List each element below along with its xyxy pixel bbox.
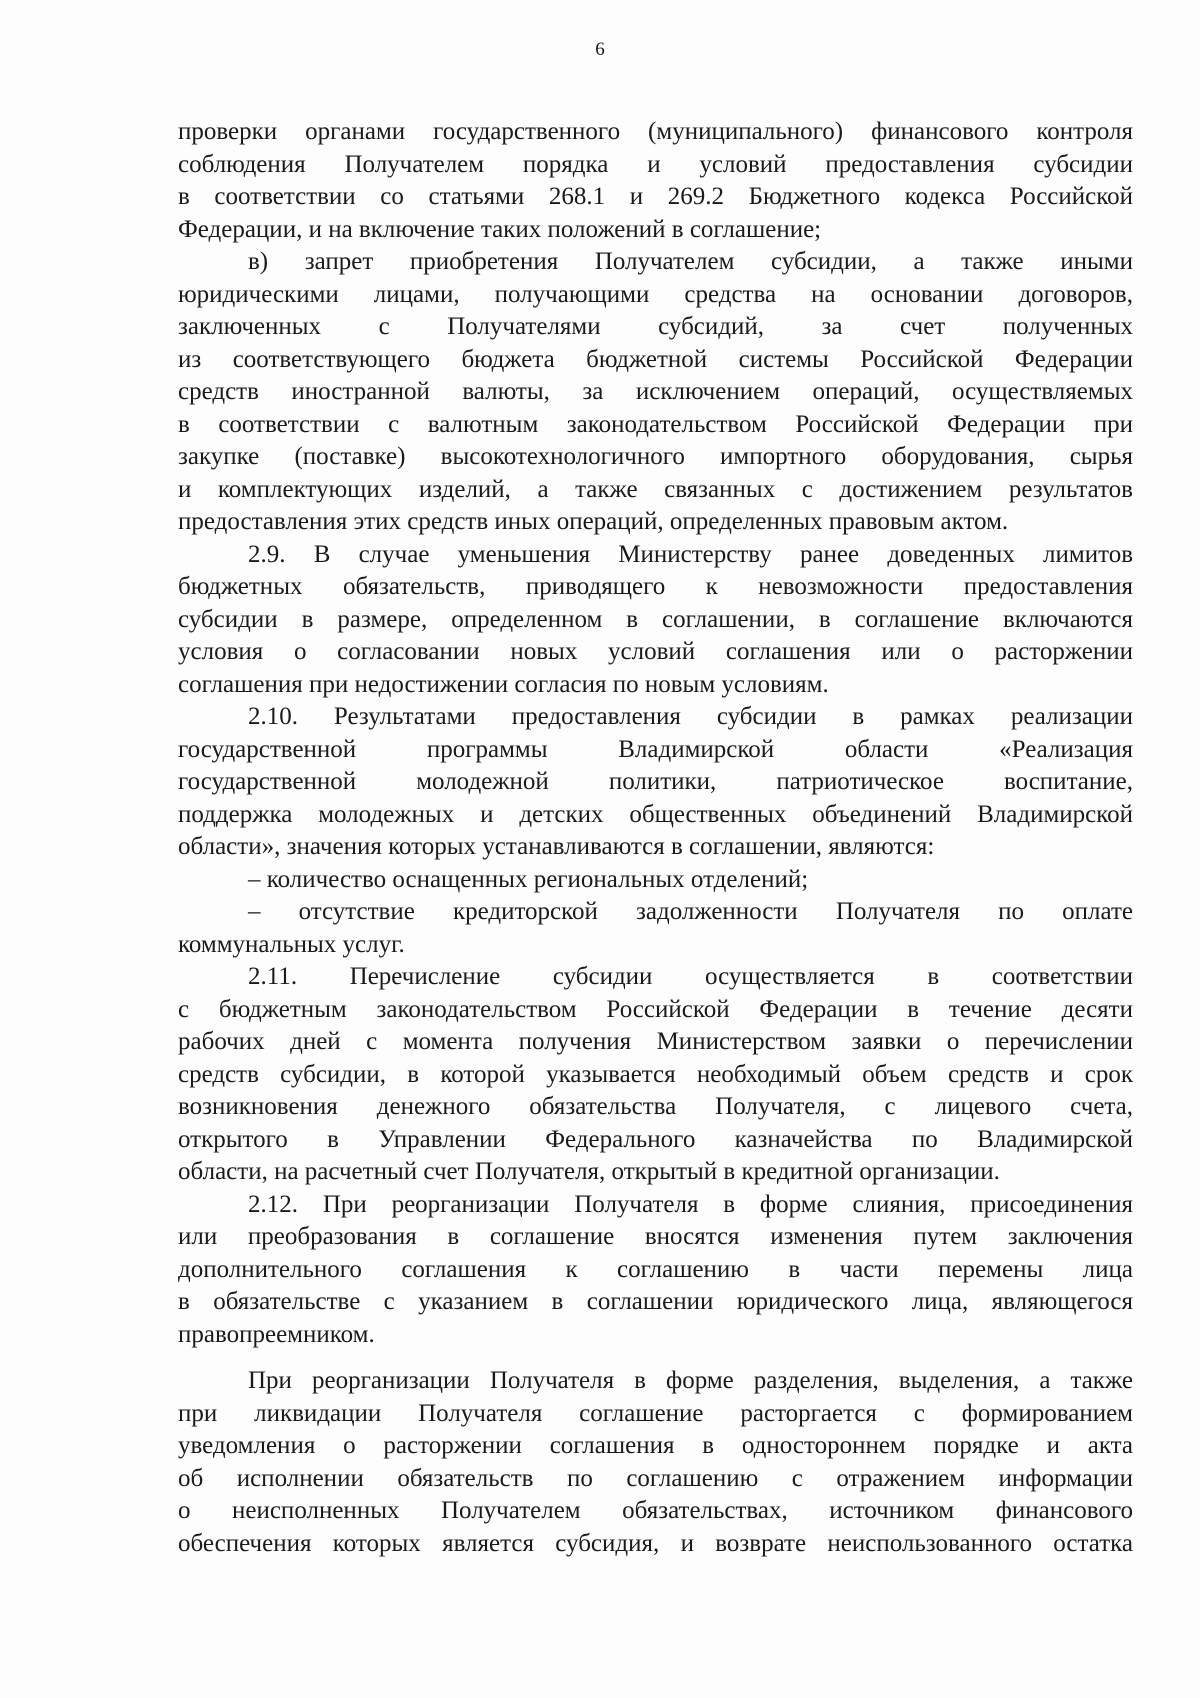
text-line: государственной программы Владимирской области «Реализация: [178, 735, 1133, 763]
page-number: 6: [595, 39, 605, 60]
text-line: возникновения денежного обязательства Получателя, с лицевого счета,: [178, 1093, 1133, 1120]
text-line: правопреемником.: [178, 1320, 375, 1348]
text-line: Федерации, и на включение таких положений в соглашение;: [178, 215, 822, 243]
text-line: рабочих дней с момента получения Министерством заявки о перечислении: [178, 1028, 1133, 1055]
text-line: предоставления этих средств иных операций, определенных правовым актом.: [178, 508, 1009, 535]
text-line: закупке (поставке) высокотехнологичного импортного оборудования, сырья: [178, 443, 1133, 470]
text-line: 2.9. В случае уменьшения Министерству ранее доведенных лимитов: [248, 540, 1133, 568]
text-line: дополнительного соглашения к соглашению в части перемены лица: [178, 1255, 1133, 1283]
text-line: открытого в Управлении Федерального казначейства по Владимирской: [178, 1125, 1133, 1153]
text-line: области, на расчетный счет Получателя, открытый в кредитной организации.: [178, 1158, 1000, 1185]
text-line: в) запрет приобретения Получателем субсидии, а также иными: [248, 248, 1133, 275]
text-line: – количество оснащенных региональных отделений;: [248, 865, 809, 893]
text-line: 2.10. Результатами предоставления субсидии в рамках реализации: [248, 703, 1133, 730]
text-line: бюджетных обязательств, приводящего к невозможности предоставления: [178, 573, 1133, 600]
text-line: и комплектующих изделий, а также связанных с достижением результатов: [178, 475, 1133, 503]
text-line: средств субсидии, в которой указывается необходимый объем средств и срок: [178, 1060, 1133, 1088]
text-line: о неисполненных Получателем обязательствах, источником финансового: [178, 1497, 1133, 1524]
document-body: [178, 116, 1133, 1560]
text-line: – отсутствие кредиторской задолженности Получателя по оплате: [248, 898, 1133, 925]
text-line: области», значения которых устанавливаются в соглашении, являются:: [178, 833, 935, 860]
text-line: условия о согласовании новых условий соглашения или о расторжении: [178, 638, 1133, 665]
text-line: при ликвидации Получателя соглашение расторгается с формированием: [178, 1399, 1133, 1427]
text-line: юридическими лицами, получающими средства на основании договоров,: [178, 280, 1133, 308]
text-line: проверки органами государственного (муниципального) финансового контроля: [178, 118, 1133, 145]
text-line: в обязательстве с указанием в соглашении юридического лица, являющегося: [178, 1288, 1133, 1315]
text-line: поддержка молодежных и детских общественных объединений Владимирской: [178, 800, 1133, 828]
text-line: об исполнении обязательств по соглашению с отражением информации: [178, 1464, 1133, 1492]
text-line: соблюдения Получателем порядка и условий предоставления субсидии: [178, 150, 1133, 178]
text-line: в соответствии со статьями 268.1 и 269.2 Бюджетного кодекса Российской: [178, 183, 1133, 210]
text-line: из соответствующего бюджета бюджетной системы Российской Федерации: [178, 345, 1133, 373]
text-line: 2.12. При реорганизации Получателя в форме слияния, присоединения: [248, 1190, 1133, 1218]
text-line: соглашения при недостижении согласия по новым условиям.: [178, 670, 829, 698]
text-line: заключенных с Получателями субсидий, за счет полученных: [178, 313, 1133, 340]
text-line: или преобразования в соглашение вносятся изменения путем заключения: [178, 1223, 1133, 1250]
text-line: средств иностранной валюты, за исключением операций, осуществляемых: [178, 378, 1133, 405]
text-line: в соответствии с валютным законодательством Российской Федерации при: [178, 410, 1133, 438]
text-line: субсидии в размере, определенном в соглашении, в соглашение включаются: [178, 605, 1133, 633]
text-line: уведомления о расторжении соглашения в одностороннем порядке и акта: [178, 1432, 1133, 1459]
text-line: При реорганизации Получателя в форме разделения, выделения, а также: [248, 1367, 1133, 1394]
text-line: с бюджетным законодательством Российской Федерации в течение десяти: [178, 995, 1133, 1023]
text-line: государственной молодежной политики, патриотическое воспитание,: [178, 768, 1133, 795]
text-line: коммунальных услуг.: [178, 930, 405, 958]
text-line: 2.11. Перечисление субсидии осуществляется в соответствии: [248, 963, 1133, 990]
text-line: обеспечения которых является субсидия, и возврате неиспользованного остатка: [178, 1529, 1133, 1557]
